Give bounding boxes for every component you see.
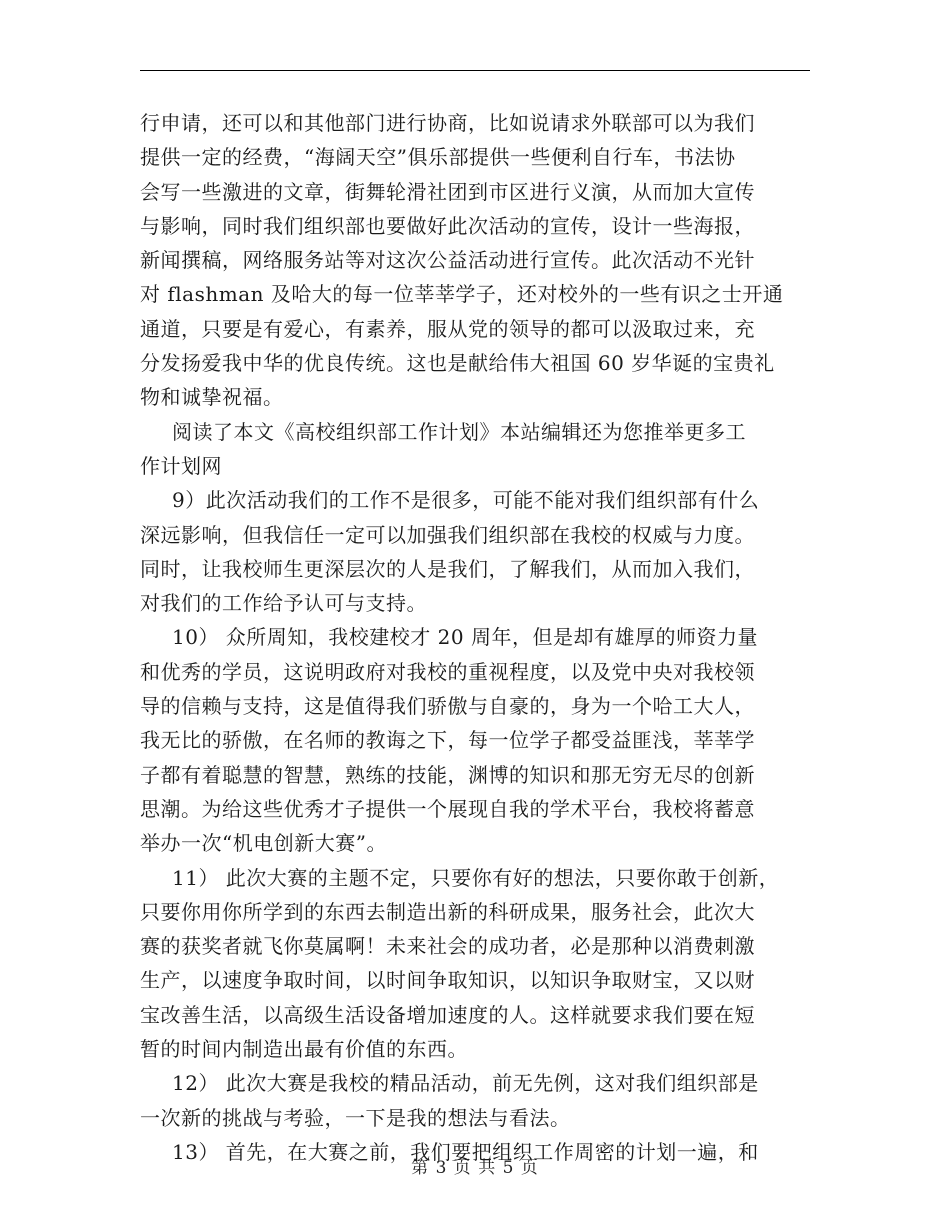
document-body (140, 106, 810, 1169)
text-line: 一次新的挑战与考验，一下是我的想法与看法。 (140, 1105, 571, 1130)
text-line: 思潮。为给这些优秀才子提供一个展现自我的学术平台，我校将蓄意 (140, 796, 755, 821)
text-line: 9）此次活动我们的工作不是很多，可能不能对我们组织部有什么 (172, 488, 760, 513)
text-line: 对 flashman 及哈大的每一位莘莘学子，还对校外的一些有识之士开通 (140, 282, 784, 307)
text-line: 宝改善生活，以高级生活设备增加速度的人。这样就要求我们要在短 (140, 1002, 755, 1027)
text-line: 赛的获奖者就飞你莫属啊！未来社会的成功者，必是那种以消费刺激 (140, 934, 755, 959)
text-line: 深远影响，但我信任一定可以加强我们组织部在我校的权威与力度。 (140, 522, 755, 547)
text-line: 会写一些激进的文章，街舞轮滑社团到市区进行义演，从而加大宣传 (140, 179, 755, 204)
text-line: 我无比的骄傲，在名师的教诲之下，每一位学子都受益匪浅，莘莘学 (140, 728, 755, 753)
page-number: 第 3 页 共 5 页 (411, 1158, 539, 1178)
header-rule (140, 70, 810, 71)
text-line: 作计划网 (140, 453, 222, 478)
text-line: 行申请，还可以和其他部门进行协商，比如说请求外联部可以为我们 (140, 111, 755, 135)
text-line: 11） 此次大赛的主题不定，只要你有好的想法，只要你敢于创新， (172, 865, 780, 890)
text-line: 暂的时间内制造出最有价值的东西。 (140, 1037, 468, 1062)
text-line: 导的信赖与支持，这是值得我们骄傲与自豪的，身为一个哈工大人， (140, 694, 755, 719)
text-line: 阅读了本文《高校组织部工作计划》本站编辑还为您推举更多工 (172, 419, 746, 444)
text-line: 和优秀的学员，这说明政府对我校的重视程度，以及党中央对我校领 (140, 659, 755, 684)
text-line: 通道，只要是有爱心，有素养，服从党的领导的都可以汲取过来，充 (140, 316, 755, 341)
text-line: 只要你用你所学到的东西去制造出新的科研成果，服务社会，此次大 (140, 899, 755, 924)
text-line: 12） 此次大赛是我校的精品活动，前无先例，这对我们组织部是 (172, 1071, 759, 1096)
text-line: 13） 首先，在大赛之前，我们要把组织工作周密的计划一遍，和 (172, 1139, 759, 1164)
text-line: 分发扬爱我中华的优良传统。这也是献给伟大祖国 60 岁华诞的宝贵礼 (140, 351, 775, 376)
text-line: 10） 众所周知，我校建校才 20 周年，但是却有雄厚的师资力量 (172, 625, 758, 650)
text-line: 同时，让我校师生更深层次的人是我们，了解我们，从而加入我们， (140, 556, 755, 581)
text-line: 物和诚挚祝福。 (140, 385, 284, 410)
text-line: 生产，以速度争取时间，以时间争取知识，以知识争取财宝，又以财 (140, 968, 755, 993)
text-line: 子都有着聪慧的智慧，熟练的技能，渊博的知识和那无穷无尽的创新 (140, 762, 755, 787)
text-line: 新闻撰稿，网络服务站等对这次公益活动进行宣传。此次活动不光针 (140, 248, 755, 273)
text-line: 提供一定的经费，“海阔天空”俱乐部提供一些便利自行车，书法协 (140, 145, 736, 170)
text-line: 对我们的工作给予认可与支持。 (140, 591, 427, 616)
text-line: 举办一次“机电创新大赛”。 (140, 831, 387, 856)
text-line: 与影响，同时我们组织部也要做好此次活动的宣传，设计一些海报， (140, 213, 755, 238)
